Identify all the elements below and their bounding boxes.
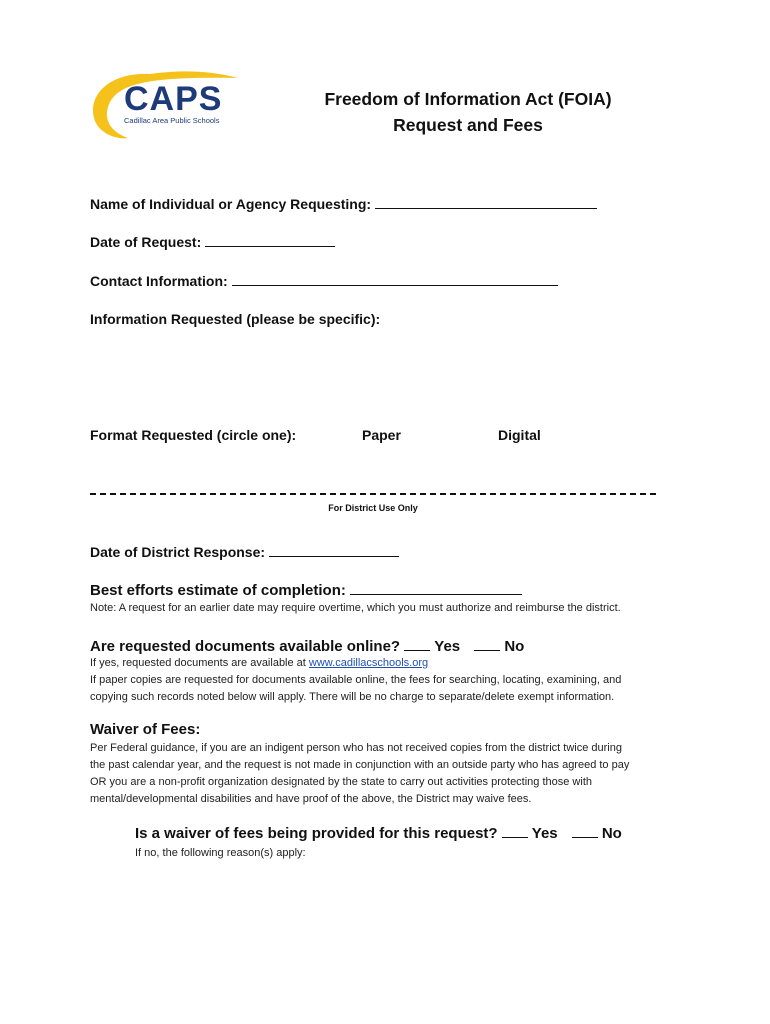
online-line-3: copying such records noted below will apply. There will be no charge to separate/delete exempt information.: [90, 691, 615, 703]
format-option-paper[interactable]: Paper: [362, 427, 401, 443]
name-field-row: [90, 195, 597, 212]
waiver-heading: Waiver of Fees:: [90, 721, 201, 738]
date-field-blank[interactable]: [205, 233, 335, 247]
title-line-1: Freedom of Information Act (FOIA): [324, 89, 612, 109]
online-yes-blank[interactable]: [404, 637, 430, 651]
waiver-line-2: the past calendar year, and the request is not made in conjunction with an outside party who has agreed to pay: [90, 759, 630, 771]
caps-wordmark: CAPS: [124, 80, 223, 118]
contact-field-row: [90, 272, 558, 289]
district-response-row: [90, 543, 399, 560]
title-line-2: Request and Fees: [393, 115, 543, 135]
online-no-blank[interactable]: [474, 637, 500, 651]
online-yes-label: Yes: [434, 638, 461, 655]
info-requested-row: [90, 311, 380, 327]
date-field-row: [90, 233, 335, 250]
estimate-row: [90, 581, 522, 599]
district-response-blank[interactable]: [269, 543, 399, 557]
estimate-label: Best efforts estimate of completion:: [90, 582, 346, 599]
district-website-link[interactable]: www.cadillacschools.org: [308, 657, 429, 669]
estimate-blank[interactable]: [350, 581, 522, 595]
waiver-no-label: No: [601, 825, 622, 842]
caps-logo-subtitle: Cadillac Area Public Schools: [124, 116, 220, 125]
waiver-line-1: Per Federal guidance, if you are an indigent person who has not received copies from the district twice during: [90, 742, 622, 754]
format-requested-row: [90, 427, 296, 443]
online-line-1-prefix: If yes, requested documents are available at: [90, 657, 306, 669]
date-field-label: Date of Request:: [90, 234, 202, 250]
district-response-label: Date of District Response:: [90, 544, 266, 560]
waiver-no-blank[interactable]: [572, 824, 598, 838]
online-details: [90, 655, 730, 706]
online-no-label: No: [504, 638, 525, 655]
district-use-only-label: For District Use Only: [328, 503, 418, 513]
contact-field-label: Contact Information:: [90, 273, 228, 289]
waiver-line-4: mental/developmental disabilities and have proof of the above, the District may waive fees.: [90, 793, 532, 805]
waiver-question: Is a waiver of fees being provided for this request?: [135, 825, 498, 842]
waiver-text: [90, 740, 740, 808]
format-requested-label: Format Requested (circle one):: [90, 427, 297, 443]
info-requested-label: Information Requested (please be specific):: [90, 311, 381, 327]
online-question: Are requested documents available online?: [90, 638, 401, 655]
name-field-blank[interactable]: [375, 195, 597, 209]
contact-field-blank[interactable]: [232, 272, 558, 286]
waiver-line-3: OR you are a non-profit organization designated by the state to carry out activities protecting those with: [90, 776, 592, 788]
document-title: [300, 86, 636, 138]
district-divider: [90, 493, 656, 495]
waiver-yes-label: Yes: [531, 825, 558, 842]
waiver-question-row: [135, 824, 622, 842]
format-option-digital[interactable]: Digital: [498, 427, 541, 443]
caps-logo: [88, 66, 238, 146]
online-line-2: If paper copies are requested for documents available online, the fees for searching, locating, examining, and: [90, 674, 622, 686]
name-field-label: Name of Individual or Agency Requesting:: [90, 196, 372, 212]
waiver-if-no: If no, the following reason(s) apply:: [135, 847, 306, 859]
online-line-1: [90, 655, 730, 672]
waiver-yes-blank[interactable]: [502, 824, 528, 838]
online-question-row: [90, 637, 524, 655]
estimate-note: Note: A request for an earlier date may require overtime, which you must authorize and reimburse the district.: [90, 602, 621, 614]
